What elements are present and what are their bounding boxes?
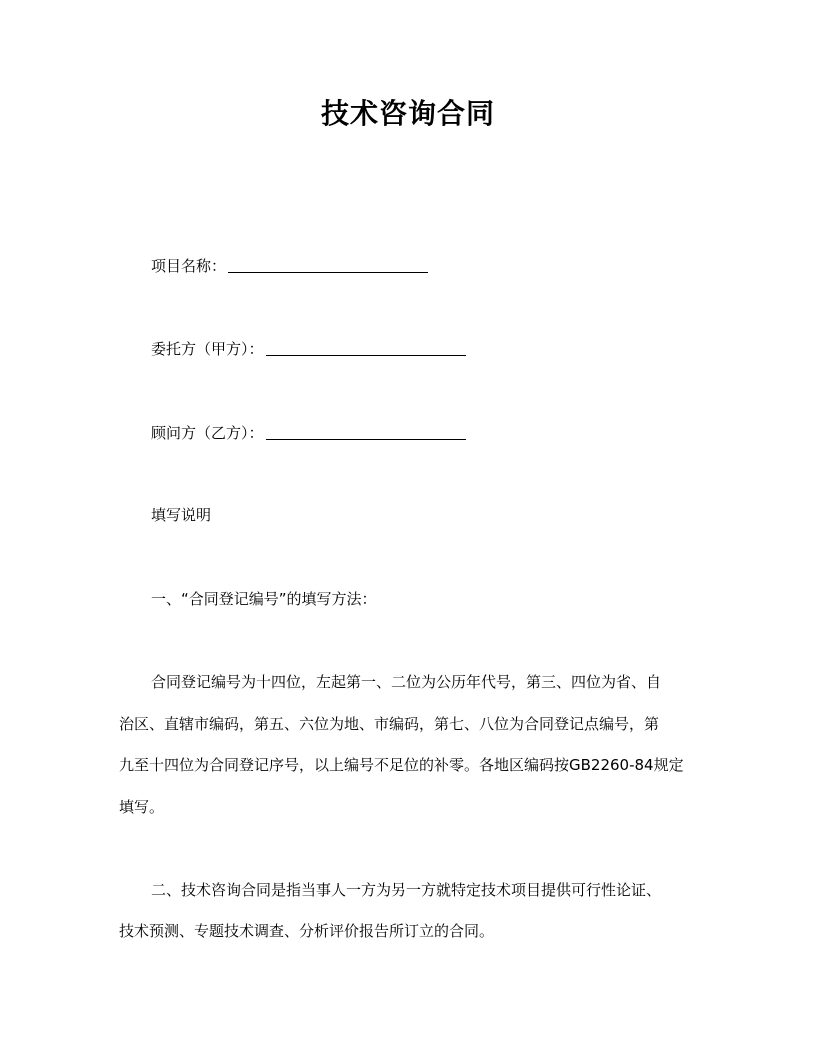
project-name-blank[interactable] <box>228 256 428 273</box>
consultant-field <box>151 421 466 445</box>
item2-line-2: 技术预测、专题技术调查、分析评价报告所订立的合同。 <box>119 922 495 940</box>
item1-line-4: 填写。 <box>119 798 165 816</box>
client-label: 委托方（甲方）： <box>151 340 264 358</box>
item1-line-2: 治区、直辖市编码，第五、六位为地、市编码，第七、八位为合同登记点编号，第 <box>119 715 660 733</box>
item1-heading: 一、“合同登记编号”的填写方法： <box>151 590 377 608</box>
instructions-heading: 填写说明 <box>151 506 212 524</box>
item2-line-1: 二、技术咨询合同是指当事人一方为另一方就特定技术项目提供可行性论证、 <box>151 881 662 899</box>
client-field <box>151 337 466 361</box>
client-blank[interactable] <box>266 339 466 356</box>
consultant-blank[interactable] <box>266 423 466 440</box>
consultant-label: 顾问方（乙方）： <box>151 424 264 442</box>
item1-line-3: 九至十四位为合同登记序号，以上编号不足位的补零。各地区编码按GB2260-84规定 <box>119 756 684 774</box>
item1-line-1: 合同登记编号为十四位，左起第一、二位为公历年代号，第三、四位为省、自 <box>151 673 662 691</box>
document-title: 技术咨询合同 <box>320 97 495 130</box>
project-name-field <box>151 254 428 278</box>
project-name-label: 项目名称： <box>151 257 227 275</box>
